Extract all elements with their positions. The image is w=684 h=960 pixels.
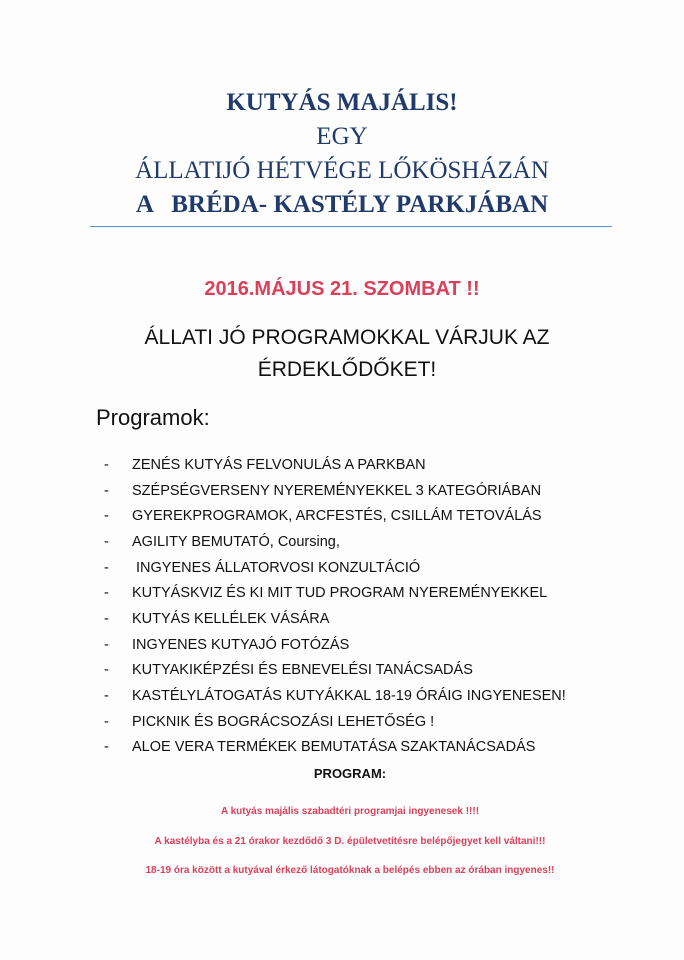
program-item: - INGYENES KUTYAJÓ FOTÓZÁS: [104, 636, 350, 653]
title-egy: EGY: [316, 123, 368, 150]
tagline: [0, 322, 684, 386]
note-free-entry-hour: 18-19 óra között a kutyával érkező látogatóknak a belépés ebben az órában ingyenes!!: [145, 865, 555, 876]
tagline-line-1: ÁLLATI JÓ PROGRAMOKKAL VÁRJUK AZ: [144, 326, 550, 349]
program-item: - SZÉPSÉGVERSENY NYEREMÉNYEKKEL 3 KATEGÓRIÁBAN: [104, 482, 542, 499]
program-item: - KUTYÁSKVIZ ÉS KI MIT TUD PROGRAM NYEREMÉNYEKKEL: [104, 585, 548, 602]
program-item: - ALOE VERA TERMÉKEK BEMUTATÁSA SZAKTANÁCSADÁS: [104, 739, 536, 756]
program-item: - KASTÉLYLÁTOGATÁS KUTYÁKKAL 18-19 ÓRÁIG INGYENESEN!: [104, 688, 566, 705]
program-item: - INGYENES ÁLLATORVOSI KONZULTÁCIÓ: [104, 559, 421, 576]
program-item: - KUTYAKIKÉPZÉSI ÉS EBNEVELÉSI TANÁCSADÁS: [104, 662, 473, 679]
program-item: - PICKNIK ÉS BOGRÁCSOZÁSI LEHETŐSÉG !: [104, 713, 435, 730]
event-date: 2016.MÁJUS 21. SZOMBAT !!: [204, 278, 480, 300]
title-location: A BRÉDA- KASTÉLY PARKJÁBAN: [135, 191, 549, 218]
program-list: [104, 452, 664, 760]
title-block: [0, 86, 684, 222]
program-label: PROGRAM:: [313, 766, 387, 781]
title-subtitle: ÁLLATIJÓ HÉTVÉGE LŐKÖSHÁZÁN: [135, 157, 549, 184]
program-item: - GYEREKPROGRAMOK, ARCFESTÉS, CSILLÁM TETOVÁLÁS: [104, 508, 542, 525]
tagline-line-2: ÉRDEKLŐDŐKET!: [257, 358, 437, 381]
programs-heading: Programok:: [96, 405, 210, 430]
title-divider: [90, 226, 612, 227]
note-free-programs: A kutyás majális szabadtéri programjai ingyenesek !!!!: [220, 806, 480, 817]
program-item: - ZENÉS KUTYÁS FELVONULÁS A PARKBAN: [104, 456, 426, 473]
title-main: KUTYÁS MAJÁLIS!: [226, 89, 458, 116]
note-ticket-required: A kastélyba és a 21 órakor kezdődő 3 D. épületvetítésre belépőjegyet kell váltani!!!: [154, 836, 546, 847]
program-item: - KUTYÁS KELLÉLEK VÁSÁRA: [104, 610, 330, 627]
program-item: - AGILITY BEMUTATÓ, Coursing,: [104, 533, 340, 550]
